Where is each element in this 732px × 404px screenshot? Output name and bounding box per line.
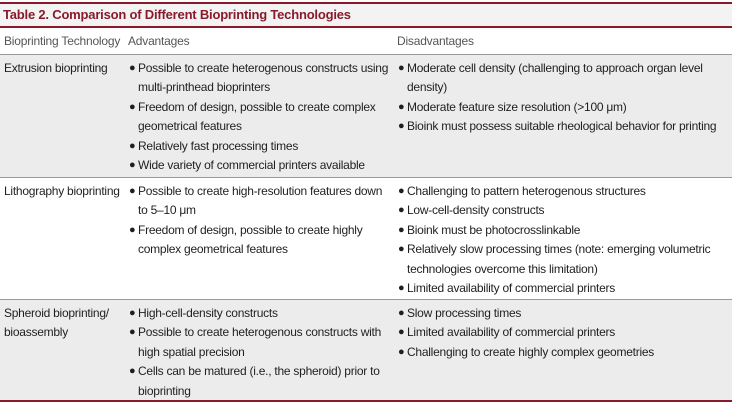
table-row: [0, 55, 732, 177]
bullet-icon: ●: [398, 204, 405, 217]
disadvantages-cell: [397, 182, 729, 298]
advantages-cell: [128, 304, 394, 401]
disadvantages-cell: [397, 59, 729, 137]
bullet-icon: ●: [398, 345, 405, 358]
list-item: ● Slow processing times: [397, 304, 729, 323]
bullet-icon: ●: [398, 282, 405, 295]
list-item: ● Moderate cell density (challenging to approach organ level density): [398, 61, 703, 95]
advantages-cell: [128, 182, 394, 260]
header-technology: Bioprinting Technology: [4, 34, 121, 48]
bullet-icon: ●: [129, 62, 136, 74]
list-item: ● Possible to create heterogenous constructs with high spatial precision: [129, 325, 382, 359]
list-item: ● Cells can be matured (i.e., the spheroid) prior to bioprinting: [129, 364, 380, 398]
bullet-icon: ●: [398, 243, 405, 256]
bullet-icon: ●: [129, 326, 136, 339]
bullet-icon: ●: [129, 139, 136, 152]
list-item: ● Wide variety of commercial printers available: [128, 156, 394, 175]
disadvantages-cell: [397, 304, 729, 362]
advantages-cell: [128, 59, 394, 175]
bullet-icon: ●: [398, 185, 405, 197]
bullet-icon: ●: [398, 62, 405, 74]
table-header-row: [0, 28, 732, 55]
bullet-icon: ●: [129, 307, 136, 319]
table-title: Table 2. Comparison of Different Bioprinting Technologies: [0, 2, 732, 28]
table-bottom-rule: [0, 400, 732, 402]
list-item: ● Bioink must be photocrosslinkable: [397, 221, 729, 240]
technology-cell: Extrusion bioprinting: [4, 61, 108, 75]
list-item: ● Challenging to create highly complex geometries: [397, 343, 729, 362]
technology-cell: Lithography bioprinting: [4, 184, 120, 198]
header-advantages: Advantages: [128, 34, 190, 48]
list-item: ● Possible to create high-resolution features down to 5–10 μm: [129, 184, 383, 218]
list-item: ● Relatively slow processing times (note: emerging volumetric technologies overcome this limitation): [398, 242, 711, 276]
list-item: ● Challenging to pattern heterogenous structures: [397, 182, 729, 201]
technology-cell: Spheroid bioprinting/ bioassembly: [4, 306, 109, 340]
bullet-icon: ●: [129, 185, 136, 197]
list-item: ● Low-cell-density constructs: [397, 201, 729, 220]
list-item: ● Limited availability of commercial printers: [397, 279, 729, 298]
bullet-icon: ●: [398, 120, 405, 133]
list-item: ● High-cell-density constructs: [128, 304, 394, 323]
list-item: ● Freedom of design, possible to create complex geometrical features: [129, 99, 376, 134]
bullet-icon: ●: [129, 223, 136, 236]
list-item: ● Freedom of design, possible to create highly complex geometrical features: [129, 222, 363, 257]
list-item: ● Limited availability of commercial printers: [397, 323, 729, 342]
bullet-icon: ●: [398, 223, 405, 236]
bullet-icon: ●: [398, 307, 405, 319]
table-row: [0, 177, 732, 299]
bullet-icon: ●: [129, 159, 136, 172]
list-item: ● Bioink must possess suitable rheological behavior for printing: [397, 117, 729, 136]
list-item: ● Possible to create heterogenous constructs using multi-printhead bioprinters: [129, 61, 389, 95]
bullet-icon: ●: [398, 100, 405, 113]
bullet-icon: ●: [129, 100, 136, 113]
header-disadvantages: Disadvantages: [397, 34, 474, 48]
bullet-icon: ●: [398, 326, 405, 339]
bullet-icon: ●: [129, 365, 136, 378]
list-item: ● Moderate feature size resolution (>100 μm): [397, 98, 729, 117]
table-row: [0, 299, 732, 400]
list-item: ● Relatively fast processing times: [128, 137, 394, 156]
